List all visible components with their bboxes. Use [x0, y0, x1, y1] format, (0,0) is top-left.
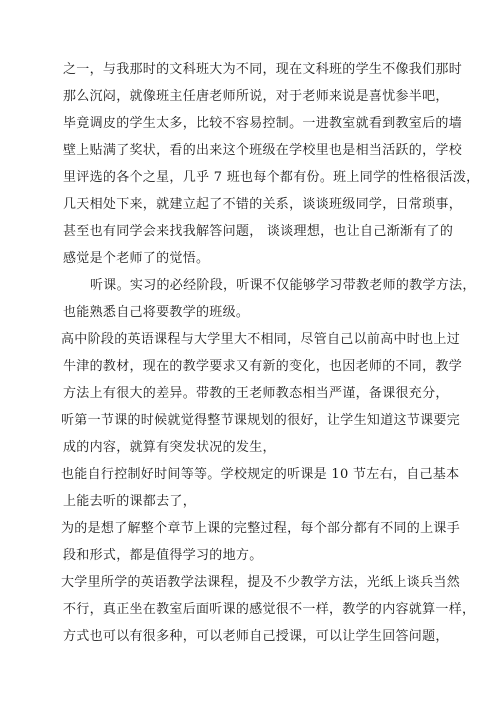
text-line-21: 不行，真正坐在教室后面听课的感觉很不一样，教学的内容就算一样， [63, 602, 476, 617]
text-line-17: 上能去听的课都去了， [63, 494, 197, 509]
text-line-11: 高中阶段的英语课程与大学里大不相同，尽管自己以前高中时也上过 [61, 332, 461, 347]
text-line-7: 甚至也有同学会来找我解答问题， 谈谈理想，也让自己渐渐有了的 [63, 224, 454, 239]
text-line-22: 方式也可以有很多种，可以老师自己授课，可以让学生回答问题， [63, 629, 449, 644]
text-line-8: 感觉是个老师了的觉悟。 [63, 251, 210, 266]
text-line-3: 毕竟调皮的学生太多，比较不容易控制。一进教室就看到教室后的墙 [63, 116, 463, 131]
text-line-6: 几天相处下来，就建立起了不错的关系，谈谈班级同学，日常琐事， [63, 197, 463, 212]
text-line-13: 方法上有很大的差异。带教的王老师教态相当严谨，备课很充分， [63, 386, 449, 401]
text-line-4: 壁上贴满了奖状，看的出来这个班级在学校里也是相当活跃的，学校 [63, 143, 463, 158]
text-line-20: 大学里所学的英语教学法课程，提及不少教学方法，光纸上谈兵当然 [61, 575, 461, 590]
text-line-15: 成的内容，就算有突发状况的发生， [63, 440, 276, 455]
text-line-18: 为的是想了解整个章节上课的完整过程，每个部分都有不同的上课手 [61, 521, 461, 536]
text-line-16: 也能自行控制好时间等等。学校规定的听课是 10 节左右，自己基本 [61, 467, 460, 482]
text-line-1: 之一，与我那时的文科班大为不同，现在文科班的学生不像我们那时 [63, 62, 463, 77]
text-line-19: 段和形式，都是值得学习的地方。 [63, 548, 263, 563]
text-line-10: 也能熟悉自己将要教学的班级。 [63, 305, 250, 320]
text-line-2: 那么沉闷，就像班主任唐老师所说，对于老师来说是喜忧参半吧， [63, 89, 449, 104]
text-line-9: 听课。实习的必经阶段，听课不仅能够学习带教老师的教学方法， [90, 278, 476, 293]
text-line-14: 听第一节课的时候就觉得整节课规划的很好，让学生知道这节课要完 [61, 413, 461, 428]
text-line-12: 牛津的教材，现在的教学要求又有新的变化，也因老师的不同，教学 [63, 359, 463, 374]
text-line-5: 里评选的各个之星，几乎 7 班也每个都有份。班上同学的性格很活泼， [63, 170, 480, 185]
